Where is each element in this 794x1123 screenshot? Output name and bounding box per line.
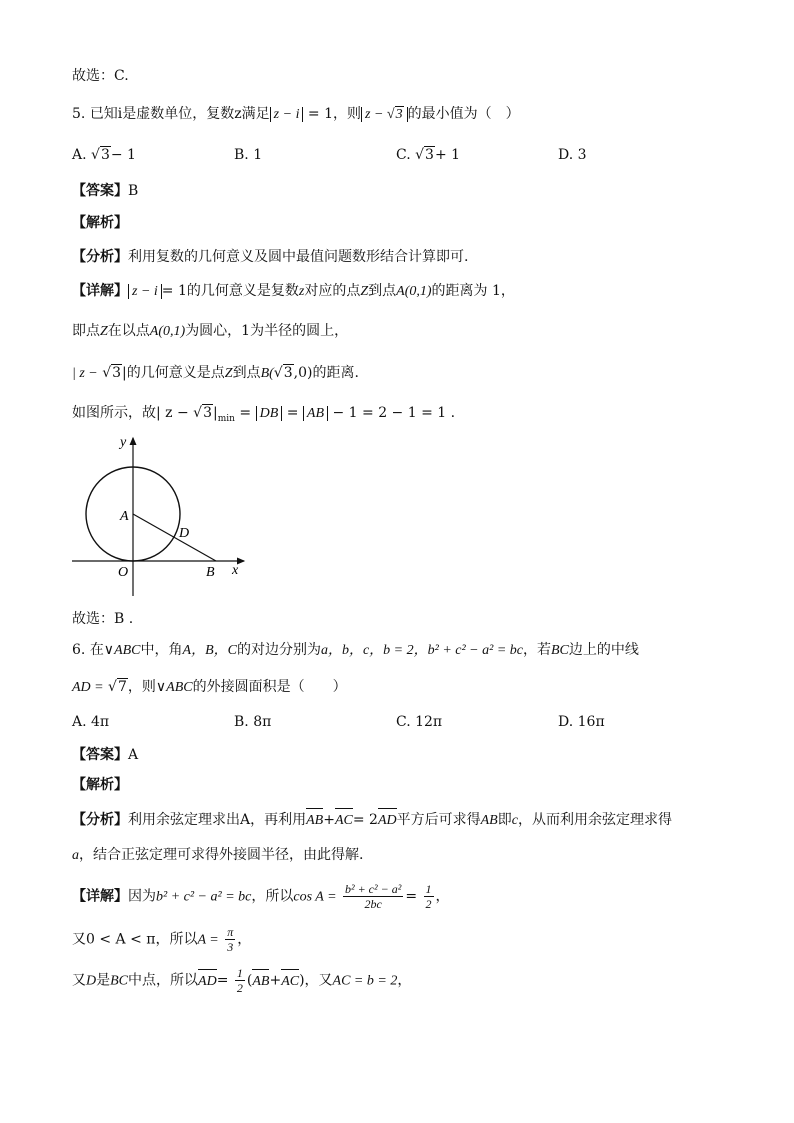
detail-line-1 (72, 281, 515, 302)
numerator: 1 (425, 882, 432, 896)
vector: AD (378, 811, 397, 831)
text: ， (237, 931, 252, 948)
answer: A (128, 747, 139, 763)
text: 中点，所以 (128, 972, 199, 989)
tag: 【分析】 (72, 249, 128, 265)
var: c (511, 813, 518, 828)
text: ， (435, 888, 450, 905)
paren: ) (299, 972, 305, 989)
text: = (239, 405, 252, 421)
radicand: 3 (100, 147, 110, 163)
radicand: 3 (395, 107, 403, 122)
stem-text: 的最小值为（ ） (407, 106, 520, 122)
label: D. 3 (558, 147, 587, 163)
text: 的距离. (312, 365, 359, 381)
q5-end-line (72, 609, 133, 629)
segment-ab (133, 514, 216, 561)
var: Z (224, 366, 233, 381)
text: ，结合正弦定理可求得外接圆半径，由此得解. (79, 847, 364, 863)
text: ，又 (304, 972, 333, 989)
detail-line-4: 如图所示，故| $z - √3|_{min}$ = DB = AB − 1 = 2 − 1 = 1 . (72, 405, 456, 424)
numerator: π (227, 925, 234, 939)
tag: 【解析】 (72, 777, 128, 793)
var: a (72, 848, 79, 863)
text: 的距离为 1， (431, 283, 515, 299)
stem-text: 已知i是虚数单位，复数z满足 (89, 106, 270, 122)
tail: + 1 (434, 147, 461, 163)
text: 在以点 (107, 323, 150, 339)
stem-text: = 1，则 (307, 106, 362, 122)
geometry-figure (68, 430, 258, 600)
tag: 【详解】 (72, 283, 128, 299)
point-b-label: B (206, 565, 215, 580)
text: 故选：C. (72, 68, 129, 84)
text: 又 (72, 972, 86, 989)
abs-expression: z − √3 (361, 107, 408, 122)
answer: B (128, 183, 139, 199)
text: 的对边分别为 (236, 642, 321, 658)
text: = (286, 405, 299, 421)
text: 边上的中线 (568, 642, 639, 658)
text: ， (397, 972, 412, 989)
detail-line-3 (72, 966, 411, 995)
detail-line-1 (72, 882, 450, 911)
text: |的几何意义是点 (122, 365, 225, 381)
denominator: 2bc (364, 897, 382, 911)
point-end: ,0) (293, 365, 313, 381)
radicand: 3 (425, 147, 434, 163)
point: A(0,1) (149, 324, 186, 339)
expr: AC = b = 2 (332, 973, 398, 989)
text: 中，角 (140, 642, 183, 658)
expr: cos A = (293, 889, 337, 905)
expr: A = (197, 932, 219, 948)
fraction (225, 925, 235, 954)
op: = (216, 972, 229, 989)
text: 的外接圆面积是（ ） (192, 679, 347, 695)
option-c (396, 712, 442, 732)
vector: AC (335, 811, 353, 831)
label: A. 4π (72, 714, 110, 730)
vector: AB (306, 811, 323, 831)
tail: − 1 (110, 147, 136, 163)
op: = (405, 888, 418, 905)
jiexi-heading (72, 775, 128, 795)
text: ，则∨ (127, 679, 167, 695)
option-d (558, 145, 587, 165)
paren: ( (246, 972, 253, 989)
tag: 【解析】 (72, 215, 128, 231)
expr: AD = (72, 680, 104, 695)
denominator: 3 (227, 940, 234, 954)
expr: z − (365, 107, 384, 122)
radicand: 3 (112, 365, 122, 381)
text: 利用余弦定理求出A，再利用 (128, 812, 307, 828)
abs-expression: z − i (128, 284, 162, 299)
var: Z (360, 284, 369, 299)
abs-expression: z − i (270, 107, 304, 122)
option-d (558, 712, 605, 732)
vector: AD (198, 972, 217, 992)
tag: 【答案】 (72, 183, 128, 199)
question-6-stem-2: AD = √7，则∨ABC的外接圆面积是（ ） (72, 679, 347, 695)
tag: 【答案】 (72, 747, 128, 763)
option-a (72, 712, 109, 732)
question-5-stem (72, 104, 520, 125)
vector: AB (252, 972, 269, 992)
fraction (343, 882, 403, 911)
point-d-label: D (179, 526, 190, 541)
var: ABC (166, 680, 193, 695)
text: 到点 (368, 283, 397, 299)
text: 即 (497, 812, 512, 828)
abs-expression: DB (256, 406, 283, 421)
y-axis-label: y (120, 435, 127, 450)
var: D (86, 973, 97, 989)
op: + (323, 812, 335, 828)
expr: b² + c² − a² = bc (156, 889, 252, 905)
var: ABC (114, 643, 141, 658)
jiexi-heading (72, 213, 128, 233)
label: B. 1 (234, 147, 263, 163)
text: 为圆心，1为半径的圆上， (185, 323, 349, 339)
text: 即点 (72, 323, 100, 339)
text: 又0 < A < π，所以 (72, 931, 198, 948)
detail-line-2 (72, 321, 348, 342)
question-6-stem (72, 640, 639, 661)
text: ，从而利用余弦定理求得 (517, 812, 672, 828)
var: AB (480, 813, 498, 828)
expr: | z − (72, 366, 98, 381)
label: D. 16π (558, 714, 605, 730)
vector: AC (281, 972, 299, 992)
text: 因为 (128, 888, 156, 905)
point: B( (260, 366, 274, 381)
fraction (424, 882, 434, 911)
abs-expression: AB (303, 406, 328, 421)
answer-line (72, 181, 138, 201)
option-b (234, 145, 262, 165)
denominator: 2 (425, 897, 432, 911)
analysis-line (72, 247, 468, 267)
text: 是 (96, 972, 111, 989)
var: z (298, 284, 305, 299)
radicand: 3 (203, 405, 213, 421)
detail-line-3: | z − √3|的几何意义是点Z到点B(√3,0)的距离. (72, 365, 359, 381)
radicand: 7 (117, 679, 127, 695)
text: = 1的几何意义是复数 (161, 283, 299, 299)
option-b (234, 712, 271, 732)
text: − 1 = 2 − 1 = 1 . (332, 405, 456, 421)
numerator: 1 (236, 966, 243, 980)
analysis-line-2 (72, 845, 363, 866)
tag: 【分析】 (72, 812, 128, 828)
label: C. (396, 147, 411, 163)
detail-line-2 (72, 925, 251, 954)
numerator: b² + c² − a² (344, 882, 402, 896)
option-a: A. √3− 1 (72, 147, 136, 163)
text: 对应的点 (304, 283, 361, 299)
question-number: 5. (72, 106, 86, 122)
text: 平方后可求得 (396, 812, 481, 828)
var: BC (110, 973, 129, 989)
text: 故选：B . (72, 611, 134, 627)
text: 在∨ (89, 642, 115, 658)
var: Z (100, 324, 108, 339)
var: A，B，C (182, 643, 237, 658)
answer-line (72, 745, 138, 765)
text: | (213, 405, 218, 421)
op: = 2 (352, 812, 378, 828)
expr: a，b，c，b = 2，b² + c² − a² = bc (320, 643, 523, 658)
option-c: C. √3+ 1 (396, 147, 461, 163)
text: 利用复数的几何意义及圆中最值问题数形结合计算即可. (128, 249, 469, 265)
point-a-label: A (120, 509, 129, 524)
origin-label: O (118, 565, 129, 580)
tag: 【详解】 (72, 888, 128, 905)
op: + (269, 972, 282, 989)
subscript: min (217, 413, 235, 424)
denominator: 2 (236, 981, 243, 995)
var: BC (551, 643, 569, 658)
label: B. 8π (234, 714, 272, 730)
text: 如图所示，故| z − (72, 405, 189, 421)
question-number: 6. (72, 642, 86, 658)
x-axis-label: x (232, 563, 239, 578)
fraction (235, 966, 245, 995)
label: C. 12π (396, 714, 443, 730)
text: ，所以 (251, 888, 294, 905)
point: A(0,1) (396, 284, 432, 299)
label: A. (72, 147, 87, 163)
prev-answer-line (72, 66, 129, 86)
radicand: 3 (283, 365, 293, 381)
text: 到点 (232, 365, 261, 381)
text: ，若 (523, 642, 551, 658)
analysis-line (72, 810, 672, 831)
